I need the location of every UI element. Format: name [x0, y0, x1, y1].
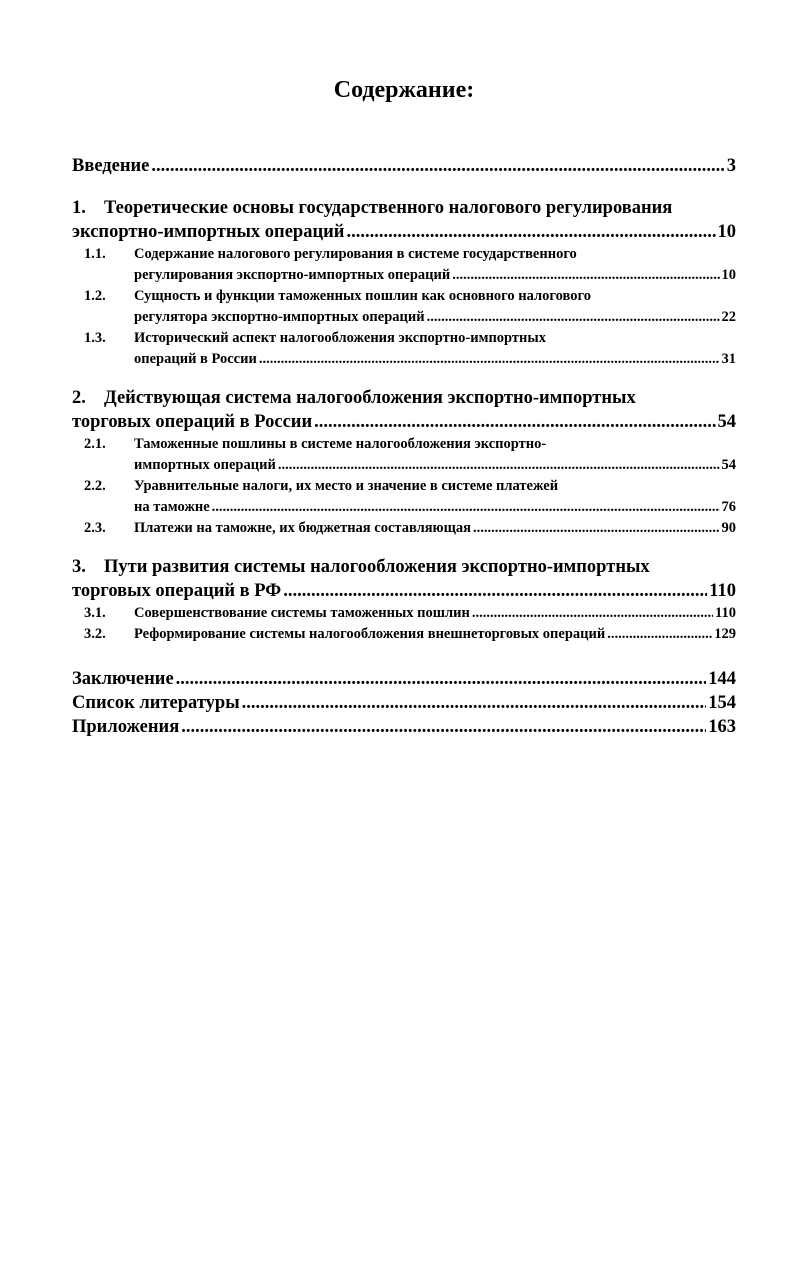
table-of-contents [72, 154, 736, 739]
section-title-line1: Исторический аспект налогообложения экспортно-импортных [134, 330, 546, 346]
toc-section-1-1[interactable] [72, 244, 736, 286]
section-title: Совершенствование системы таможенных пошлин [134, 605, 470, 621]
toc-chapter-3[interactable] [72, 555, 736, 603]
toc-section-2-2[interactable] [72, 476, 736, 518]
section-number: 2.3. [84, 520, 106, 536]
section-title-line1: Содержание налогового регулирования в системе государственного [134, 246, 577, 262]
chapter-title-line2: торговых операций в России [72, 412, 313, 432]
chapter-title-line1: Действующая система налогообложения экспортно-импортных [104, 388, 636, 408]
dot-leader [181, 715, 706, 739]
chapter-number: 1. [72, 198, 86, 218]
toc-entry-page: 3 [726, 156, 736, 176]
section-page: 76 [721, 499, 736, 515]
dot-leader [346, 220, 715, 244]
chapter-title-line1: Пути развития системы налогообложения экспортно-импортных [104, 557, 650, 577]
toc-section-1-2[interactable] [72, 286, 736, 328]
section-title-line2: на таможне [134, 499, 210, 515]
section-number: 1.1. [84, 246, 106, 262]
toc-chapter-2[interactable] [72, 386, 736, 434]
section-page: 22 [721, 309, 736, 325]
dot-leader [176, 667, 707, 691]
section-title-line2: импортных операций [134, 457, 276, 473]
section-title-line1: Уравнительные налоги, их место и значение в системе платежей [134, 478, 559, 494]
dot-leader [607, 624, 712, 645]
toc-entry-page: 144 [708, 669, 736, 689]
toc-entry-intro[interactable] [72, 154, 736, 178]
dot-leader [151, 154, 724, 178]
toc-section-2-3[interactable] [72, 518, 736, 539]
section-page: 10 [721, 267, 736, 283]
dot-leader [427, 307, 720, 328]
dot-leader [283, 579, 707, 603]
toc-entry-label: Список литературы [72, 693, 240, 713]
toc-entry-page: 154 [708, 693, 736, 713]
dot-leader [278, 455, 720, 476]
section-title: Реформирование системы налогообложения внешнеторговых операций [134, 626, 606, 642]
chapter-number: 3. [72, 557, 86, 577]
toc-chapter-1[interactable] [72, 196, 736, 244]
toc-entry-appendices[interactable] [72, 715, 736, 739]
chapter-title-line2: торговых операций в РФ [72, 581, 282, 601]
toc-entry-page: 163 [708, 717, 736, 737]
toc-entry-label: Заключение [72, 669, 174, 689]
section-page: 129 [714, 626, 736, 642]
section-number: 2.2. [84, 478, 106, 494]
toc-entry-label: Введение [72, 156, 150, 176]
toc-entry-label: Приложения [72, 717, 180, 737]
section-number: 1.2. [84, 288, 106, 304]
chapter-page: 10 [717, 222, 736, 242]
toc-section-3-2[interactable] [72, 624, 736, 645]
section-page: 90 [721, 520, 736, 536]
toc-section-2-1[interactable] [72, 434, 736, 476]
dot-leader [314, 410, 715, 434]
section-title-line2: регулирования экспортно-импортных операций [134, 267, 451, 283]
page-title: Содержание: [333, 77, 475, 103]
section-number: 3.1. [84, 605, 106, 621]
chapter-title-line2: экспортно-импортных операций [72, 222, 345, 242]
dot-leader [212, 497, 720, 518]
chapter-page: 110 [709, 581, 736, 601]
section-number: 2.1. [84, 436, 106, 452]
section-title-line2: регулятора экспортно-импортных операций [134, 309, 425, 325]
section-number: 1.3. [84, 330, 106, 346]
dot-leader [259, 349, 720, 370]
dot-leader [472, 603, 713, 624]
toc-section-3-1[interactable] [72, 603, 736, 624]
section-title-line1: Сущность и функции таможенных пошлин как основного налогового [134, 288, 591, 304]
section-title: Платежи на таможне, их бюджетная составляющая [134, 520, 471, 536]
toc-section-1-3[interactable] [72, 328, 736, 370]
section-page: 54 [721, 457, 736, 473]
section-page: 110 [715, 605, 736, 621]
chapter-page: 54 [717, 412, 736, 432]
section-title-line1: Таможенные пошлины в системе налогообложения экспортно- [134, 436, 547, 452]
dot-leader [452, 265, 719, 286]
toc-entry-bibliography[interactable] [72, 691, 736, 715]
chapter-number: 2. [72, 388, 86, 408]
dot-leader [473, 518, 720, 539]
section-number: 3.2. [84, 626, 106, 642]
dot-leader [242, 691, 707, 715]
chapter-title-line1: Теоретические основы государственного налогового регулирования [104, 198, 673, 218]
toc-entry-conclusion[interactable] [72, 667, 736, 691]
section-title-line2: операций в России [134, 351, 257, 367]
section-page: 31 [721, 351, 736, 367]
